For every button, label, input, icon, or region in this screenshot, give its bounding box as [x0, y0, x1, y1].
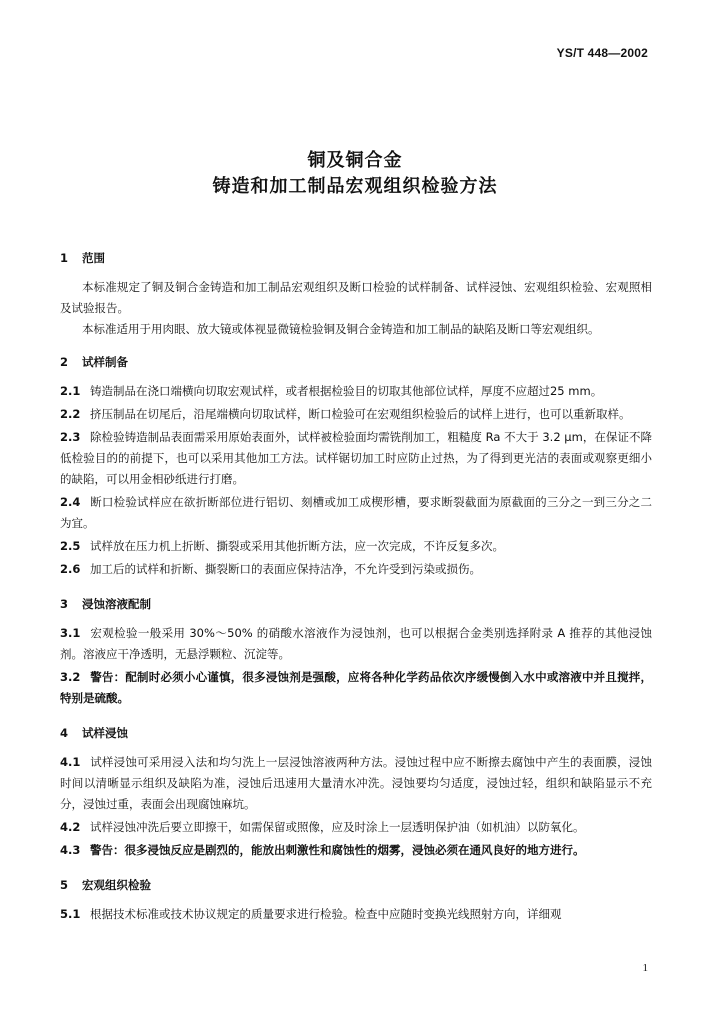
- section-3: [60, 594, 652, 709]
- clause-item: 2.4 断口检验试样应在欲折断部位进行铝切、刻槽或加工成楔形槽，要求断裂截面为原截面的三分之一到三分之二为宜。: [60, 495, 652, 530]
- warning-clause: 3.2 警告：配制时必须小心谨慎，很多浸蚀剂是强酸，应将各种化学药品依次序缓慢倒入水中或溶液中并且搅拌，特别是硫酸。: [60, 670, 652, 705]
- standard-code: YS/T 448—2002: [556, 46, 648, 60]
- document-title: [0, 148, 710, 200]
- section-2: [60, 352, 652, 580]
- clause-item: 3.1 宏观检验一般采用 30%～50% 的硝酸水溶液作为浸蚀剂，也可以根据合金类别选择附录 A 推荐的其他浸蚀剂。溶液应干净透明，无悬浮颗粒、沉淀等。: [60, 626, 652, 661]
- title-line-1: 铜及铜合金: [307, 150, 403, 171]
- section-1: [60, 248, 652, 340]
- section-heading: 1 范围: [60, 251, 105, 265]
- clause-item: 5.1 根据技术标准或技术协议规定的质量要求进行检验。检查中应随时变换光线照射方向，详细观: [60, 907, 562, 921]
- clause-item: 2.3 除检验铸造制品表面需采用原始表面外，试样被检验面均需铣削加工，粗糙度 Ra 不大于 3.2 μm，在保证不降低检验目的的前提下，也可以采用其他加工方法。试样锯切加工时应防止过热，为了得到更光洁的表面或观察更细小的缺陷，可以用金相砂纸进行打磨。: [60, 430, 652, 486]
- document-body: [60, 248, 652, 927]
- clause-item: 2.1 铸造制品在浇口端横向切取宏观试样，或者根据检验目的切取其他部位试样，厚度不应超过25 mm。: [60, 384, 603, 398]
- section-heading: 3 浸蚀溶液配制: [60, 597, 151, 611]
- section-heading: 4 试样浸蚀: [60, 726, 128, 740]
- clause-item: 2.5 试样放在压力机上折断、撕裂或采用其他折断方法，应一次完成，不许反复多次。: [60, 539, 504, 553]
- warning-clause: 4.3 警告：很多浸蚀反应是剧烈的，能放出刺激性和腐蚀性的烟雾，浸蚀必须在通风良好的地方进行。: [60, 843, 585, 857]
- clause-item: 2.2 挤压制品在切尾后，沿尾端横向切取试样，断口检验可在宏观组织检验后的试样上进行，也可以重新取样。: [60, 407, 631, 421]
- clause-item: 4.1 试样浸蚀可采用浸入法和均匀洗上一层浸蚀溶液两种方法。浸蚀过程中应不断擦去腐蚀中产生的表面膜，浸蚀时间以清晰显示组织及缺陷为准，浸蚀后迅速用大量清水冲洗。浸蚀要均匀适度，浸蚀过轻，组织和缺陷显示不充分，浸蚀过重，表面会出现腐蚀麻坑。: [60, 755, 652, 811]
- clause-item: 4.2 试样浸蚀冲洗后要立即擦干，如需保留或照像，应及时涂上一层透明保护油（如机油）以防氧化。: [60, 820, 585, 834]
- paragraph: 本标准规定了铜及铜合金铸造和加工制品宏观组织及断口检验的试样制备、试样浸蚀、宏观组织检验、宏观照相及试验报告。: [60, 280, 652, 315]
- section-heading: 2 试样制备: [60, 355, 128, 369]
- section-4: [60, 723, 652, 861]
- page-number: 1: [642, 962, 648, 974]
- section-5: [60, 875, 652, 925]
- section-heading: 5 宏观组织检验: [60, 878, 151, 892]
- title-line-2: 铸造和加工制品宏观组织检验方法: [212, 176, 498, 197]
- clause-item: 2.6 加工后的试样和折断、撕裂断口的表面应保持洁净，不允许受到污染或损伤。: [60, 562, 481, 576]
- paragraph: 本标准适用于用肉眼、放大镜或体视显微镜检验铜及铜合金铸造和加工制品的缺陷及断口等宏观组织。: [82, 322, 600, 336]
